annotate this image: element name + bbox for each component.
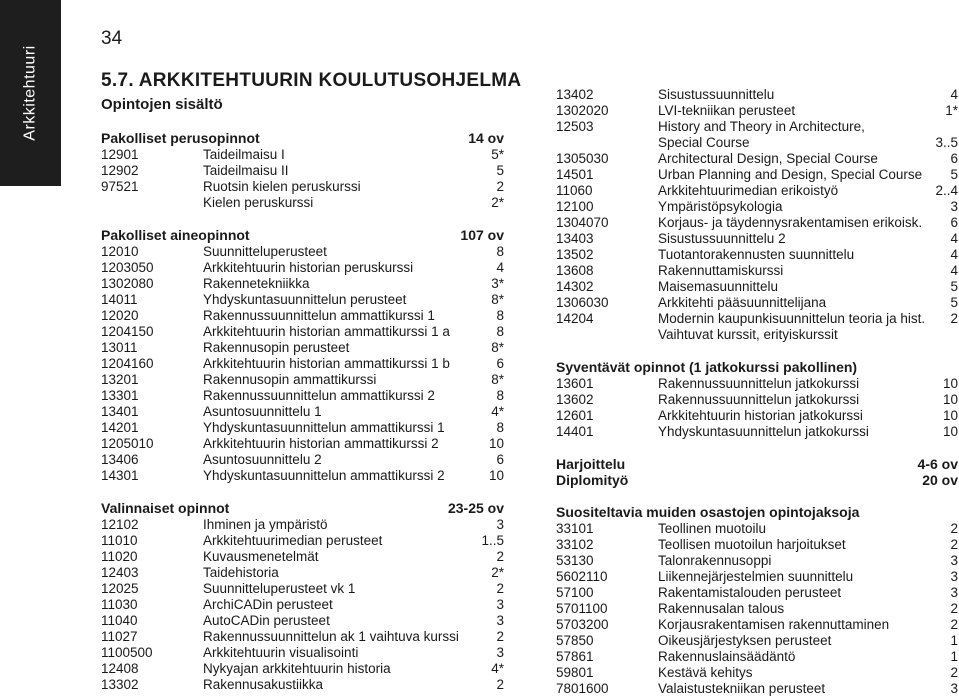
course-name: Kielen peruskurssi — [203, 195, 314, 210]
course-code: 57100 — [556, 585, 594, 600]
course-name: Taidehistoria — [203, 565, 279, 580]
course-row — [556, 183, 958, 199]
course-row — [556, 295, 958, 311]
course-credits: 6 — [496, 356, 504, 371]
section-heading-suositeltavia — [556, 504, 958, 521]
course-name: Korjausrakentamisen rakennuttaminen — [658, 617, 890, 632]
course-row — [556, 649, 958, 665]
course-name: Rakennusopin ammattikurssi — [203, 372, 377, 387]
course-code: 57861 — [556, 649, 594, 664]
course-row — [556, 376, 958, 392]
course-code: 12010 — [101, 244, 139, 259]
course-row — [556, 231, 958, 247]
section-heading-valinnaiset — [101, 500, 504, 517]
course-row — [101, 179, 504, 195]
course-credits: 10 — [942, 392, 958, 407]
course-code: 11040 — [101, 613, 138, 628]
course-row — [101, 581, 504, 597]
course-credits: 8 — [496, 324, 504, 339]
course-name: Urban Planning and Design, Special Course — [658, 167, 923, 182]
course-credits: 4 — [950, 87, 958, 102]
course-code: 12403 — [101, 565, 139, 580]
course-row — [101, 452, 504, 468]
course-credits: 1..5 — [481, 533, 504, 548]
valinnaiset-list — [101, 517, 504, 693]
course-row — [101, 468, 504, 484]
course-credits: 10 — [942, 408, 958, 423]
course-row — [101, 372, 504, 388]
course-name: Sisustussuunnittelu — [658, 87, 775, 102]
course-code: 12100 — [556, 199, 594, 214]
course-code: 1304070 — [556, 215, 609, 230]
course-name: Teollinen muotoilu — [658, 521, 767, 536]
course-code: 13011 — [101, 340, 138, 355]
course-credits: 10 — [488, 436, 504, 451]
section-credits: 14 ov — [468, 130, 504, 146]
course-credits: 3 — [950, 569, 958, 584]
course-credits: 2 — [950, 665, 958, 680]
course-name: Special Course — [658, 135, 750, 150]
course-code: 12102 — [101, 517, 139, 532]
page-subtitle: Opintojen sisältö — [101, 96, 223, 113]
course-code: 12020 — [101, 308, 139, 323]
course-name: Talonrakennusoppi — [658, 553, 772, 568]
course-code: 14201 — [101, 420, 139, 435]
course-code: 12408 — [101, 661, 139, 676]
course-name: Rakennussuunnittelun jatkokurssi — [658, 376, 860, 391]
course-name: Rakennusakustiikka — [203, 677, 324, 692]
course-code: 5602110 — [556, 569, 608, 584]
course-credits: 2..4 — [935, 183, 958, 198]
course-credits: 4* — [491, 661, 504, 676]
course-row — [556, 585, 958, 601]
course-name: Kuvausmenetelmät — [203, 549, 319, 564]
course-row — [101, 549, 504, 565]
course-row — [101, 276, 504, 292]
course-code: 13601 — [556, 376, 594, 391]
course-name: Rakentamistalouden perusteet — [658, 585, 842, 600]
aineopinnot-list — [101, 244, 504, 484]
course-credits: 8 — [496, 420, 504, 435]
section-title: Suositeltavia muiden osastojen opintojaksoja — [556, 504, 860, 520]
course-name: Oikeusjärjestyksen perusteet — [658, 633, 832, 648]
course-code: 57850 — [556, 633, 594, 648]
harjoittelu-label: Harjoittelu — [556, 456, 626, 472]
section-title: Valinnaiset opinnot — [101, 500, 230, 516]
course-credits: 2 — [950, 601, 958, 616]
course-row — [556, 151, 958, 167]
section-heading-perusopinnot — [101, 130, 504, 147]
course-code: 11060 — [556, 183, 593, 198]
course-code: 13502 — [556, 247, 594, 262]
course-row — [556, 553, 958, 569]
sidebar-tab — [0, 0, 61, 186]
course-code: 1305030 — [556, 151, 609, 166]
course-name: Tuotantorakennusten suunnittelu — [658, 247, 855, 262]
course-name: Arkkitehtuurin historian ammattikurssi 1 a — [203, 324, 450, 339]
course-row — [101, 195, 504, 211]
course-credits: 3* — [491, 276, 504, 291]
course-name: Maisemasuunnittelu — [658, 279, 779, 294]
course-credits: 4 — [496, 260, 504, 275]
course-credits: 2 — [496, 629, 504, 644]
course-row — [101, 420, 504, 436]
course-name: Rakennussuunnittelun ak 1 vaihtuva kurssi — [203, 629, 459, 644]
course-name: Rakennuttamiskurssi — [658, 263, 784, 278]
course-credits: 8* — [491, 340, 504, 355]
course-credits: 8 — [496, 244, 504, 259]
course-credits: 1 — [950, 633, 958, 648]
course-code: 11030 — [101, 597, 138, 612]
course-credits: 4 — [950, 263, 958, 278]
course-code: 1204150 — [101, 324, 154, 339]
course-name: AutoCADin perusteet — [203, 613, 330, 628]
course-row — [101, 645, 504, 661]
course-credits: 2 — [950, 311, 958, 326]
course-row — [101, 565, 504, 581]
course-row — [556, 392, 958, 408]
course-name: Rakennussuunnittelun ammattikurssi 2 — [203, 388, 435, 403]
course-credits: 6 — [496, 452, 504, 467]
course-name: Arkkitehtuurin historian ammattikurssi 1 b — [203, 356, 450, 371]
course-row — [556, 617, 958, 633]
course-row — [101, 677, 504, 693]
course-row — [101, 147, 504, 163]
course-code: 12902 — [101, 163, 139, 178]
course-code: 14011 — [101, 292, 138, 307]
course-name: Liikennejärjestelmien suunnittelu — [658, 569, 854, 584]
course-row — [556, 408, 958, 424]
left-column — [101, 130, 504, 693]
course-row — [556, 247, 958, 263]
right-column — [556, 87, 958, 697]
course-name: Modernin kaupunkisuunnittelun teoria ja hist. — [658, 311, 926, 326]
course-credits: 4 — [950, 247, 958, 262]
course-credits: 2 — [496, 179, 504, 194]
course-row — [101, 404, 504, 420]
course-credits: 3..5 — [935, 135, 958, 150]
course-credits: 2 — [950, 537, 958, 552]
course-name: History and Theory in Architecture, — [658, 119, 865, 134]
course-credits: 2 — [496, 549, 504, 564]
course-name: Rakennusopin perusteet — [203, 340, 350, 355]
course-name: Sisustussuunnittelu 2 — [658, 231, 786, 246]
course-credits: 5* — [491, 147, 504, 162]
course-row — [556, 601, 958, 617]
course-row — [556, 103, 958, 119]
course-credits: 1 — [950, 649, 958, 664]
course-row — [101, 436, 504, 452]
course-name: LVI-tekniikan perusteet — [658, 103, 796, 118]
harjoittelu-line — [556, 456, 958, 472]
course-code: 1100500 — [101, 645, 153, 660]
course-code: 12601 — [556, 408, 594, 423]
section-title: Pakolliset perusopinnot — [101, 130, 260, 146]
course-code: 14302 — [556, 279, 594, 294]
course-row — [101, 517, 504, 533]
diplomityo-line — [556, 472, 958, 488]
course-row — [556, 119, 958, 135]
course-name: Valaistustekniikan perusteet — [658, 681, 826, 696]
valinnaiset-continued-list — [556, 87, 958, 343]
course-code: 12901 — [101, 147, 139, 162]
course-code: 97521 — [101, 179, 139, 194]
course-name: Ruotsin kielen peruskurssi — [203, 179, 361, 194]
course-row — [101, 356, 504, 372]
course-row — [101, 324, 504, 340]
course-code: 13602 — [556, 392, 594, 407]
diplomityo-label: Diplomityö — [556, 472, 629, 488]
course-credits: 3 — [496, 517, 504, 532]
course-name: Rakennusalan talous — [658, 601, 785, 616]
course-name: Asuntosuunnittelu 2 — [203, 452, 322, 467]
course-name: Yhdyskuntasuunnittelun ammattikurssi 2 — [203, 468, 445, 483]
course-name: Rakennuslainsäädäntö — [658, 649, 796, 664]
course-name: Korjaus- ja täydennysrakentamisen erikoisk. — [658, 215, 923, 230]
course-code: 59801 — [556, 665, 594, 680]
section-credits: 107 ov — [460, 227, 504, 243]
page-number: 34 — [101, 28, 123, 49]
section-heading-aineopinnot — [101, 227, 504, 244]
course-code: 13608 — [556, 263, 594, 278]
course-credits: 3 — [950, 553, 958, 568]
course-row — [556, 263, 958, 279]
course-code: 11020 — [101, 549, 138, 564]
course-row — [556, 521, 958, 537]
course-credits: 5 — [950, 167, 958, 182]
course-row — [101, 629, 504, 645]
page-title: 5.7. ARKKITEHTUURIN KOULUTUSOHJELMA — [101, 70, 522, 91]
course-code: 14204 — [556, 311, 594, 326]
course-name: Arkkitehtuurin visualisointi — [203, 645, 359, 660]
course-name: Rakennussuunnittelun jatkokurssi — [658, 392, 860, 407]
course-name: Ympäristöpsykologia — [658, 199, 783, 214]
course-credits: 3 — [950, 681, 958, 696]
course-name: Vaihtuvat kurssit, erityiskurssit — [658, 327, 838, 342]
course-name: Nykyajan arkkitehtuurin historia — [203, 661, 391, 676]
course-credits: 3 — [950, 585, 958, 600]
course-code: 11027 — [101, 629, 138, 644]
course-name: Arkkitehti pääsuunnittelijana — [658, 295, 827, 310]
harjoittelu-credits: 4-6 ov — [917, 456, 958, 472]
course-code: 1306030 — [556, 295, 609, 310]
course-credits: 6 — [950, 215, 958, 230]
course-name: ArchiCADin perusteet — [203, 597, 333, 612]
course-credits: 2 — [950, 617, 958, 632]
course-credits: 2 — [496, 581, 504, 596]
course-credits: 8* — [491, 292, 504, 307]
course-code: 1302020 — [556, 103, 609, 118]
course-credits: 3 — [496, 645, 504, 660]
course-credits: 8* — [491, 372, 504, 387]
course-name: Teollisen muotoilun harjoitukset — [658, 537, 846, 552]
course-row — [101, 308, 504, 324]
course-row — [556, 569, 958, 585]
course-credits: 4* — [491, 404, 504, 419]
course-row — [101, 244, 504, 260]
course-credits: 10 — [942, 424, 958, 439]
course-credits: 4 — [950, 231, 958, 246]
course-name: Arkkitehtuurimedian erikoistyö — [658, 183, 839, 198]
course-name: Suunnitteluperusteet — [203, 244, 327, 259]
course-row — [556, 199, 958, 215]
course-row — [556, 215, 958, 231]
section-title: Pakolliset aineopinnot — [101, 227, 250, 243]
course-code: 13401 — [101, 404, 139, 419]
course-code: 14501 — [556, 167, 594, 182]
course-credits: 3 — [496, 613, 504, 628]
course-name: Kestävä kehitys — [658, 665, 753, 680]
course-row — [556, 681, 958, 697]
course-name: Taideilmaisu I — [203, 147, 285, 162]
suositeltavia-list — [556, 521, 958, 697]
course-code: 13301 — [101, 388, 139, 403]
course-row — [556, 424, 958, 440]
course-row — [556, 633, 958, 649]
course-row — [556, 87, 958, 103]
course-name: Rakennussuunnittelun ammattikurssi 1 — [203, 308, 435, 323]
course-row — [556, 665, 958, 681]
course-credits: 10 — [942, 376, 958, 391]
course-name: Rakennetekniikka — [203, 276, 310, 291]
course-row — [101, 613, 504, 629]
course-code: 13406 — [101, 452, 139, 467]
course-row — [556, 279, 958, 295]
course-name: Yhdyskuntasuunnittelun jatkokurssi — [658, 424, 869, 439]
course-code: 53130 — [556, 553, 594, 568]
course-credits: 1* — [945, 103, 958, 118]
course-name: Arkkitehtuurimedian perusteet — [203, 533, 383, 548]
course-row — [101, 260, 504, 276]
course-name: Ihminen ja ympäristö — [203, 517, 328, 532]
course-code: 7801600 — [556, 681, 609, 696]
course-row — [101, 597, 504, 613]
course-code: 14301 — [101, 468, 139, 483]
course-code: 13402 — [556, 87, 594, 102]
course-name: Arkkitehtuurin historian peruskurssi — [203, 260, 414, 275]
course-name: Asuntosuunnittelu 1 — [203, 404, 322, 419]
course-credits: 8 — [496, 308, 504, 323]
course-row — [556, 327, 958, 343]
course-code: 13403 — [556, 231, 594, 246]
course-code: 5701100 — [556, 601, 608, 616]
course-code: 1203050 — [101, 260, 154, 275]
course-credits: 2* — [491, 195, 504, 210]
course-code: 12025 — [101, 581, 139, 596]
course-row — [556, 311, 958, 327]
course-credits: 5 — [496, 163, 504, 178]
section-heading-syventavat — [556, 359, 958, 376]
course-code: 14401 — [556, 424, 594, 439]
course-row — [101, 533, 504, 549]
course-credits: 3 — [950, 199, 958, 214]
syventavat-list — [556, 376, 958, 440]
course-code: 11010 — [101, 533, 138, 548]
course-code: 1205010 — [101, 436, 154, 451]
perusopinnot-list — [101, 147, 504, 211]
course-code: 1204160 — [101, 356, 154, 371]
course-name: Architectural Design, Special Course — [658, 151, 878, 166]
course-name: Arkkitehtuurin historian jatkokurssi — [658, 408, 863, 423]
course-code: 1302080 — [101, 276, 154, 291]
course-row — [101, 292, 504, 308]
course-credits: 8 — [496, 388, 504, 403]
course-credits: 5 — [950, 295, 958, 310]
course-code: 33102 — [556, 537, 594, 552]
course-credits: 6 — [950, 151, 958, 166]
course-row — [101, 661, 504, 677]
course-code: 5703200 — [556, 617, 609, 632]
course-code: 13201 — [101, 372, 139, 387]
course-credits: 2* — [491, 565, 504, 580]
course-name: Yhdyskuntasuunnittelun perusteet — [203, 292, 407, 307]
sidebar-tab-text-wrap — [0, 0, 61, 186]
course-code: 13302 — [101, 677, 139, 692]
diplomityo-credits: 20 ov — [922, 472, 958, 488]
course-row — [556, 537, 958, 553]
course-row — [101, 163, 504, 179]
section-credits: 23-25 ov — [447, 500, 504, 516]
course-credits: 5 — [950, 279, 958, 294]
course-row — [101, 340, 504, 356]
section-title: Syventävät opinnot (1 jatkokurssi pakollinen) — [556, 359, 858, 375]
course-name: Taideilmaisu II — [203, 163, 289, 178]
course-credits: 3 — [496, 597, 504, 612]
course-name: Arkkitehtuurin historian ammattikurssi 2 — [203, 436, 439, 451]
course-row — [101, 388, 504, 404]
sidebar-tab-label: Arkkitehtuuri — [21, 45, 39, 141]
course-code: 33101 — [556, 521, 594, 536]
course-credits: 10 — [488, 468, 504, 483]
course-row — [556, 167, 958, 183]
course-code: 12503 — [556, 119, 594, 134]
course-credits: 2 — [950, 521, 958, 536]
course-name: Yhdyskuntasuunnittelun ammattikurssi 1 — [203, 420, 445, 435]
course-row — [556, 135, 958, 151]
course-name: Suunnitteluperusteet vk 1 — [203, 581, 356, 596]
course-credits: 2 — [496, 677, 504, 692]
